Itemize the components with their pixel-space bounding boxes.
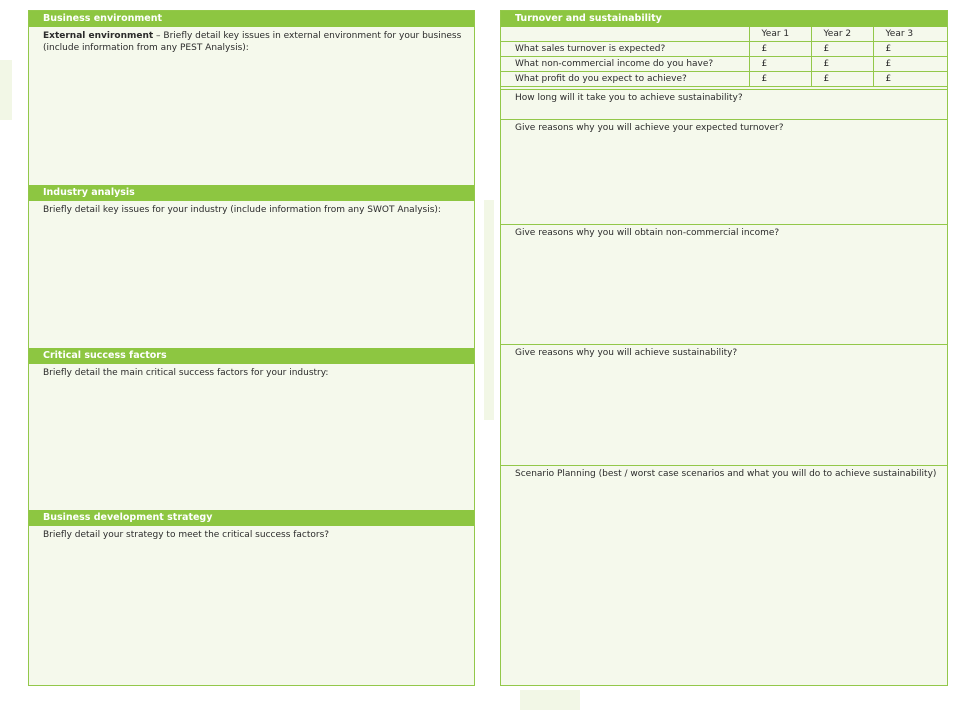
column-header-year-2: Year 2 (811, 27, 873, 42)
business-environment-header: Business environment (29, 11, 474, 27)
row-label-non-commercial-income: What non-commercial income do you have? (501, 57, 749, 72)
external-environment-label: External environment (43, 31, 154, 41)
scenario-planning-question: Scenario Planning (best / worst case scenarios and what you will do to achieve sustainability) (515, 469, 937, 479)
column-header-year-3: Year 3 (873, 27, 947, 42)
left-form-panel (28, 10, 475, 686)
background-decoration-bottom (520, 690, 580, 710)
profit-year-1-input[interactable]: £ (749, 72, 811, 87)
row-label-profit: What profit do you expect to achieve? (501, 72, 749, 87)
development-strategy-header: Business development strategy (29, 510, 474, 526)
column-header-year-1: Year 1 (749, 27, 811, 42)
sustainability-reasons-field[interactable] (501, 344, 947, 465)
table-row (501, 72, 947, 87)
critical-success-header: Critical success factors (29, 348, 474, 364)
industry-analysis-prompt: Briefly detail key issues for your industry (include information from any SWOT Analysis): (43, 205, 441, 215)
table-row (501, 57, 947, 72)
non-commercial-year-3-input[interactable]: £ (873, 57, 947, 72)
business-environment-field[interactable] (29, 27, 474, 185)
right-form-panel (500, 10, 948, 686)
business-environment-prompt (43, 30, 464, 54)
non-commercial-reasons-question: Give reasons why you will obtain non-commercial income? (515, 228, 780, 238)
sales-turnover-year-1-input[interactable]: £ (749, 42, 811, 57)
turnover-sustainability-header: Turnover and sustainability (501, 11, 947, 27)
critical-success-prompt: Briefly detail the main critical success factors for your industry: (43, 368, 329, 378)
industry-analysis-field[interactable] (29, 201, 474, 347)
development-strategy-field[interactable] (29, 526, 474, 685)
non-commercial-year-2-input[interactable]: £ (811, 57, 873, 72)
sales-turnover-year-2-input[interactable]: £ (811, 42, 873, 57)
background-decoration-mid (484, 200, 494, 420)
table-row (501, 42, 947, 57)
turnover-table (501, 27, 947, 87)
sustainability-time-field[interactable] (501, 89, 947, 119)
industry-analysis-header: Industry analysis (29, 185, 474, 201)
critical-success-field[interactable] (29, 364, 474, 510)
external-environment-text: – Briefly detail key issues in external environment for your business (include information from any PEST Analysis): (43, 31, 462, 53)
profit-year-3-input[interactable]: £ (873, 72, 947, 87)
sustainability-time-question: How long will it take you to achieve sustainability? (515, 93, 743, 103)
row-label-sales-turnover: What sales turnover is expected? (501, 42, 749, 57)
turnover-reasons-field[interactable] (501, 119, 947, 224)
table-header-row (501, 27, 947, 42)
turnover-reasons-question: Give reasons why you will achieve your expected turnover? (515, 123, 784, 133)
profit-year-2-input[interactable]: £ (811, 72, 873, 87)
scenario-planning-field[interactable] (501, 465, 947, 685)
non-commercial-year-1-input[interactable]: £ (749, 57, 811, 72)
non-commercial-reasons-field[interactable] (501, 224, 947, 344)
development-strategy-prompt: Briefly detail your strategy to meet the critical success factors? (43, 530, 330, 540)
sustainability-reasons-question: Give reasons why you will achieve sustainability? (515, 348, 738, 358)
background-decoration-left (0, 60, 12, 120)
table-header-blank (501, 27, 749, 42)
sales-turnover-year-3-input[interactable]: £ (873, 42, 947, 57)
